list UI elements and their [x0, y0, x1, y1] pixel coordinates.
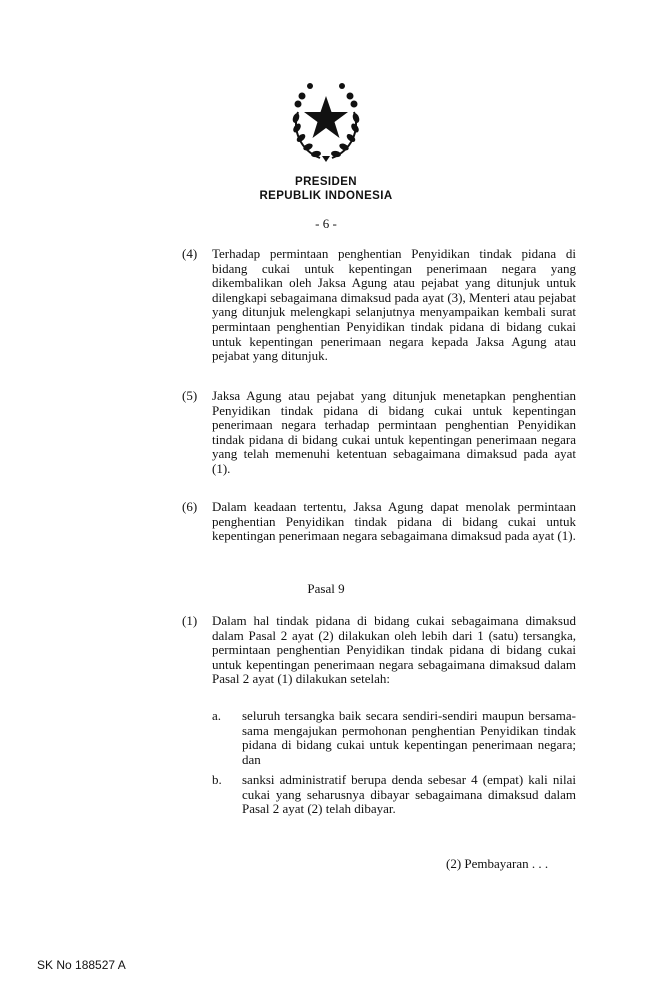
header-title-republik: REPUBLIK INDONESIA	[259, 190, 393, 202]
header-title-presiden: PRESIDEN	[295, 176, 357, 188]
paragraph-text: Terhadap permintaan penghentian Penyidikan tindak pidana di bidang cukai untuk kepentingan penerimaan negara yang dikembalikan oleh Jaksa Agung atau pejabat yang ditunjuk untuk dilengkapi sebagaimana dimaksud pada ayat (3), Menteri atau pejabat yang ditunjuk melengkapi selanjutnya menyampaikan kembali surat permintaan penghentian Penyidikan tindak pidana di bidang cukai untuk kepentingan penerimaan negara kepada Jaksa Agung atau pejabat yang ditunjuk.	[212, 246, 576, 364]
footer-document-code: SK No 188527 A	[37, 958, 126, 972]
paragraph-number: (5)	[182, 388, 198, 403]
list-item-a	[212, 709, 576, 767]
page-number: - 6 -	[315, 216, 337, 231]
continuation-marker: (2) Pembayaran . . .	[446, 856, 549, 871]
paragraph-6	[182, 500, 576, 544]
paragraph-number: (4)	[182, 246, 198, 261]
paragraph-text: Jaksa Agung atau pejabat yang ditunjuk menetapkan penghentian Penyidikan tindak pidana di bidang cukai untuk kepentingan penerimaan negara terhadap permintaan penghentian Penyidikan tindak pidana di bidang cukai untuk kepentingan penerimaan negara yang telah memenuhi ketentuan sebagaimana dimaksud pada ayat (1).	[212, 388, 576, 476]
paragraph-number: (1)	[182, 613, 198, 628]
list-letter: a.	[212, 708, 222, 723]
paragraph-number: (6)	[182, 499, 198, 514]
pasal-9-paragraph-1	[182, 614, 576, 687]
paragraph-5	[182, 389, 576, 477]
list-text: sanksi administratif berupa denda sebesar 4 (empat) kali nilai cukai yang seharusnya dibayar sebagaimana dimaksud dalam Pasal 2 ayat (2) telah dibayar.	[242, 772, 576, 817]
paragraph-text: Dalam hal tindak pidana di bidang cukai sebagaimana dimaksud dalam Pasal 2 ayat (2) dilakukan oleh lebih dari 1 (satu) tersangka, permintaan penghentian Penyidikan tindak pidana di bidang cukai untuk kepentingan penerimaan negara sebagaimana dimaksud dalam Pasal 2 ayat (1) dilakukan setelah:	[212, 613, 576, 687]
paragraph-text: Dalam keadaan tertentu, Jaksa Agung dapat menolak permintaan penghentian Penyidikan tindak pidana di bidang cukai untuk kepentingan penerimaan negara sebagaimana dimaksud pada ayat (1).	[212, 499, 576, 544]
list-text: seluruh tersangka baik secara sendiri-sendiri maupun bersama-sama mengajukan permohonan penghentian Penyidikan tindak pidana di bidang cukai untuk kepentingan penerimaan negara; dan	[242, 708, 576, 767]
list-letter: b.	[212, 772, 222, 787]
garuda-star-emblem-icon	[276, 72, 376, 168]
list-item-b	[212, 773, 576, 817]
paragraph-4	[182, 247, 576, 364]
pasal-9-heading: Pasal 9	[307, 581, 345, 596]
